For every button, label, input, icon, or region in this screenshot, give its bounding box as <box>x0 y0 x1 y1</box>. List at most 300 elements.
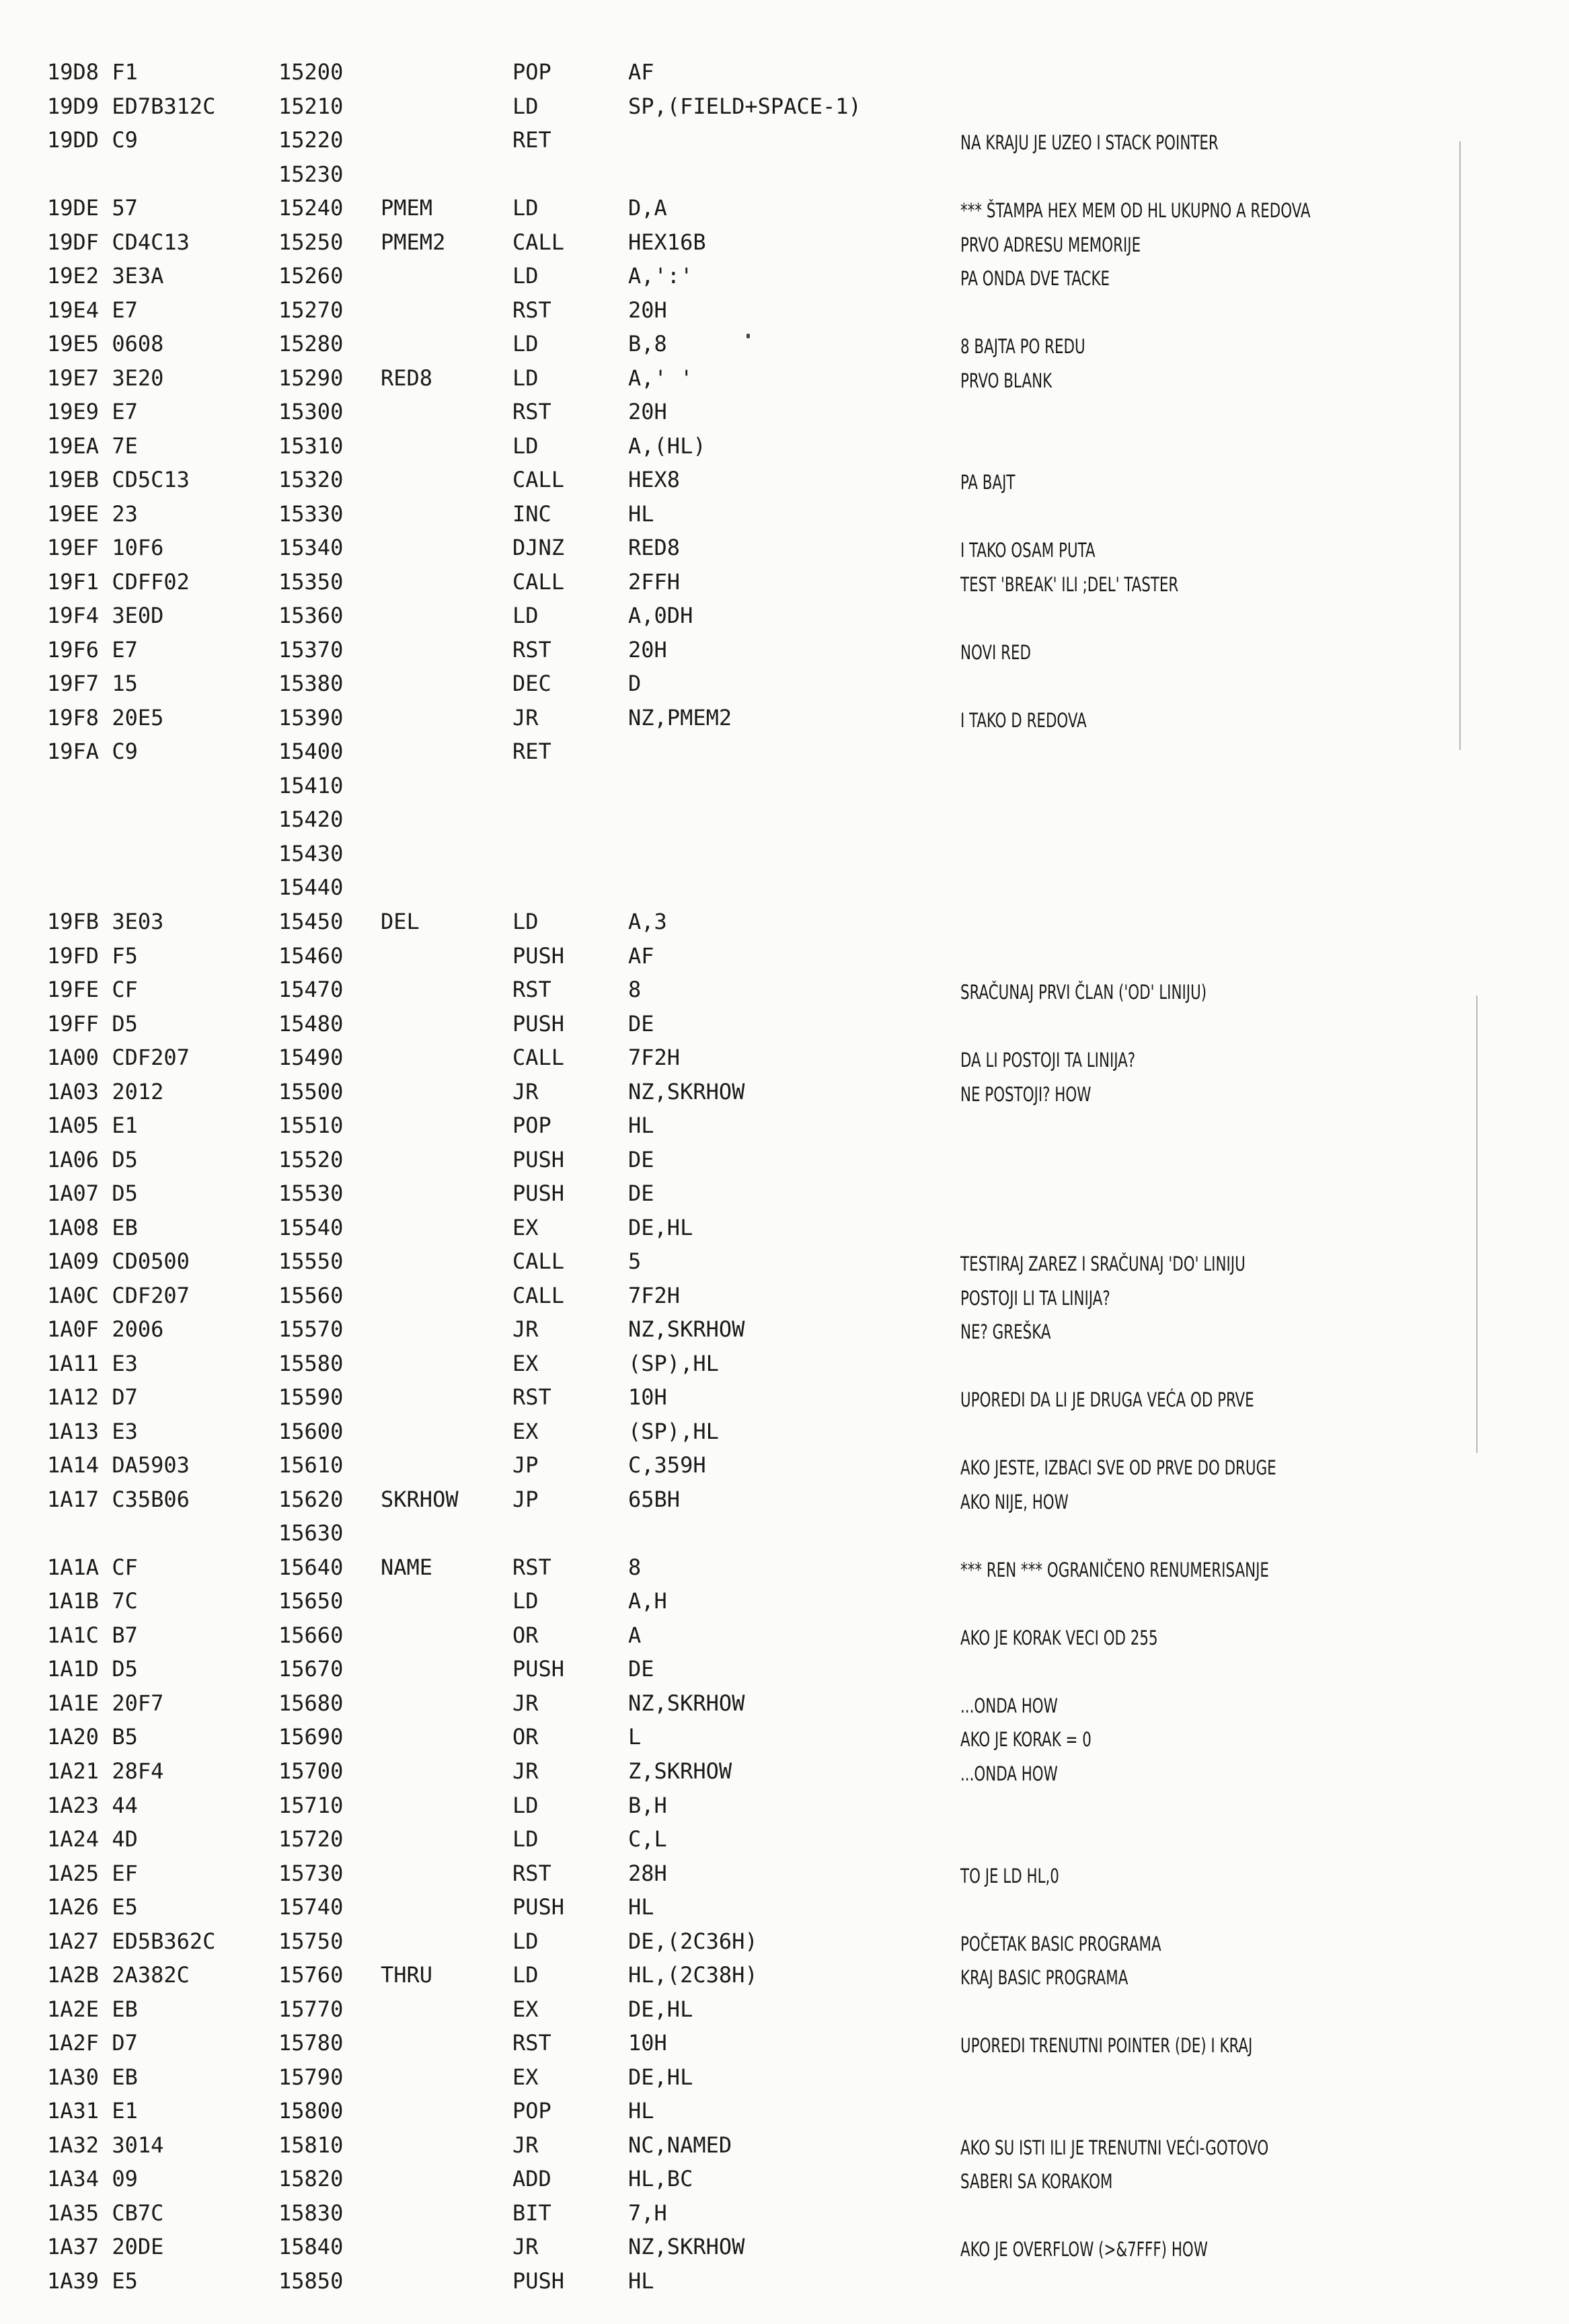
mnemonic: JP <box>512 1452 539 1478</box>
line-number: 15500 <box>278 1079 344 1104</box>
line-number: 15580 <box>278 1351 344 1376</box>
line-number: 15220 <box>278 127 344 153</box>
listing-row <box>0 769 1569 802</box>
line-number: 15290 <box>278 365 344 391</box>
mnemonic: POP <box>512 2098 551 2124</box>
line-number: 15210 <box>278 93 344 119</box>
operand: DE,HL <box>628 2064 693 2090</box>
comment: KRAJ BASIC PROGRAMA <box>960 1966 1128 1989</box>
listing-row <box>0 1380 1569 1414</box>
address-code: 1A11 E3 <box>47 1351 138 1376</box>
listing-row <box>0 1176 1569 1210</box>
listing-row <box>0 1075 1569 1109</box>
listing-row <box>0 89 1569 123</box>
operand: 20H <box>628 637 667 663</box>
operand: 2FFH <box>628 569 681 595</box>
address-code: 19DF CD4C13 <box>47 229 190 255</box>
line-number: 15720 <box>278 1826 344 1852</box>
operand: DE <box>628 1011 654 1037</box>
operand: DE,HL <box>628 1996 693 2022</box>
operand: AF <box>628 59 654 85</box>
line-number: 15460 <box>278 943 344 969</box>
label: PMEM <box>381 195 433 221</box>
listing-row <box>0 667 1569 700</box>
listing-row <box>0 1789 1569 1822</box>
operand: SP,(FIELD+SPACE-1) <box>628 93 862 119</box>
line-number: 15820 <box>278 2166 344 2191</box>
comment: I TAKO OSAM PUTA <box>960 539 1096 562</box>
line-number: 15600 <box>278 1419 344 1444</box>
mnemonic: PUSH <box>512 2268 565 2294</box>
mnemonic: LD <box>512 1962 539 1988</box>
listing-row <box>0 429 1569 463</box>
address-code: 1A1C B7 <box>47 1622 138 1648</box>
operand: C,L <box>628 1826 667 1852</box>
listing-row <box>0 1041 1569 1074</box>
address-code: 1A34 09 <box>47 2166 138 2191</box>
line-number: 15770 <box>278 1996 344 2022</box>
line-number: 15790 <box>278 2064 344 2090</box>
comment: TEST 'BREAK' ILI ;DEL' TASTER <box>960 573 1179 596</box>
line-number: 15440 <box>278 874 344 900</box>
operand: A,0DH <box>628 603 693 628</box>
line-number: 15300 <box>278 399 344 424</box>
operand: NZ,SKRHOW <box>628 2234 745 2259</box>
mnemonic: CALL <box>512 1248 565 1274</box>
comment: NOVI RED <box>960 641 1032 664</box>
address-code: 19EE 23 <box>47 501 138 527</box>
listing-row <box>0 531 1569 564</box>
line-number: 15270 <box>278 297 344 323</box>
listing-row <box>0 1483 1569 1516</box>
operand: 65BH <box>628 1487 681 1512</box>
address-code: 1A24 4D <box>47 1826 138 1852</box>
mnemonic: PUSH <box>512 943 565 969</box>
line-number: 15550 <box>278 1248 344 1274</box>
comment: POSTOJI LI TA LINIJA? <box>960 1287 1110 1310</box>
address-code: 1A13 E3 <box>47 1419 138 1444</box>
line-number: 15780 <box>278 2030 344 2056</box>
mnemonic: RST <box>512 637 551 663</box>
line-number: 15540 <box>278 1215 344 1240</box>
operand: (SP),HL <box>628 1419 719 1444</box>
operand: HL <box>628 1894 654 1920</box>
mnemonic: JR <box>512 1079 539 1104</box>
line-number: 15200 <box>278 59 344 85</box>
listing-row <box>0 1584 1569 1618</box>
address-code: 1A17 C35B06 <box>47 1487 190 1512</box>
mnemonic: JR <box>512 2234 539 2259</box>
operand: HL,BC <box>628 2166 693 2191</box>
address-code: 1A2F D7 <box>47 2030 138 2056</box>
mnemonic: PUSH <box>512 1894 565 1920</box>
mnemonic: LD <box>512 603 539 628</box>
line-number: 15840 <box>278 2234 344 2259</box>
listing-row <box>0 2128 1569 2162</box>
mnemonic: PUSH <box>512 1011 565 1037</box>
comment: POČETAK BASIC PROGRAMA <box>960 1933 1161 1955</box>
mnemonic: LD <box>512 93 539 119</box>
address-code: 1A05 E1 <box>47 1113 138 1138</box>
mnemonic: JR <box>512 705 539 730</box>
operand: HL <box>628 1113 654 1138</box>
listing-row <box>0 2230 1569 2263</box>
mnemonic: LD <box>512 195 539 221</box>
line-number: 15310 <box>278 433 344 459</box>
operand: 20H <box>628 399 667 424</box>
operand: L <box>628 1724 642 1750</box>
comment: DA LI POSTOJI TA LINIJA? <box>960 1049 1136 1072</box>
comment: PRVO ADRESU MEMORIJE <box>960 233 1141 256</box>
mnemonic: BIT <box>512 2200 551 2226</box>
mnemonic: LD <box>512 263 539 289</box>
listing-row <box>0 2060 1569 2094</box>
address-code: 1A1D D5 <box>47 1656 138 1682</box>
line-number: 15620 <box>278 1487 344 1512</box>
listing-row <box>0 1143 1569 1176</box>
address-code: 19FA C9 <box>47 739 138 764</box>
operand: B,H <box>628 1793 667 1818</box>
line-number: 15480 <box>278 1011 344 1037</box>
address-code: 1A1E 20F7 <box>47 1690 164 1716</box>
margin-mark <box>1459 141 1461 750</box>
mnemonic: ADD <box>512 2166 551 2191</box>
line-number: 15610 <box>278 1452 344 1478</box>
address-code: 1A39 E5 <box>47 2268 138 2294</box>
operand: HL <box>628 2268 654 2294</box>
comment: UPOREDI TRENUTNI POINTER (DE) I KRAJ <box>960 2034 1253 2057</box>
mnemonic: EX <box>512 1996 539 2022</box>
mnemonic: OR <box>512 1724 539 1750</box>
address-code: 19EF 10F6 <box>47 535 164 560</box>
operand: A,' ' <box>628 365 693 391</box>
comment: I TAKO D REDOVA <box>960 709 1087 732</box>
line-number: 15470 <box>278 977 344 1002</box>
listing-row <box>0 123 1569 157</box>
listing-row <box>0 1992 1569 2026</box>
listing-row <box>0 1618 1569 1652</box>
line-number: 15230 <box>278 161 344 187</box>
mnemonic: RST <box>512 977 551 1002</box>
mnemonic: DJNZ <box>512 535 565 560</box>
label: RED8 <box>381 365 433 391</box>
address-code: 19DE 57 <box>47 195 138 221</box>
line-number: 15700 <box>278 1758 344 1784</box>
operand: 5 <box>628 1248 642 1274</box>
operand: 8 <box>628 977 642 1002</box>
line-number: 15530 <box>278 1180 344 1206</box>
listing-row <box>0 55 1569 89</box>
mnemonic: LD <box>512 433 539 459</box>
address-code: 19E4 E7 <box>47 297 138 323</box>
listing-row <box>0 2264 1569 2298</box>
address-code: 19D8 F1 <box>47 59 138 85</box>
operand: 7,H <box>628 2200 667 2226</box>
operand: HL <box>628 2098 654 2124</box>
listing-row <box>0 633 1569 667</box>
listing-row <box>0 1415 1569 1448</box>
operand: DE,HL <box>628 1215 693 1240</box>
operand: 7F2H <box>628 1283 681 1308</box>
listing-row <box>0 191 1569 225</box>
line-number: 15560 <box>278 1283 344 1308</box>
operand: HEX8 <box>628 467 681 492</box>
address-code: 1A06 D5 <box>47 1147 138 1172</box>
listing-row <box>0 361 1569 395</box>
line-number: 15510 <box>278 1113 344 1138</box>
mnemonic: LD <box>512 1588 539 1614</box>
mnemonic: INC <box>512 501 551 527</box>
operand: DE <box>628 1180 654 1206</box>
mnemonic: JR <box>512 1316 539 1342</box>
line-number: 15380 <box>278 671 344 696</box>
line-number: 15350 <box>278 569 344 595</box>
address-code: 19E7 3E20 <box>47 365 164 391</box>
address-code: 1A32 3014 <box>47 2132 164 2158</box>
line-number: 15250 <box>278 229 344 255</box>
operand: AF <box>628 943 654 969</box>
address-code: 1A08 EB <box>47 1215 138 1240</box>
address-code: 1A21 28F4 <box>47 1758 164 1784</box>
address-code: 19E2 3E3A <box>47 263 164 289</box>
mnemonic: RST <box>512 1384 551 1410</box>
mnemonic: OR <box>512 1622 539 1648</box>
address-code: 1A26 E5 <box>47 1894 138 1920</box>
line-number: 15340 <box>278 535 344 560</box>
operand: A,(HL) <box>628 433 706 459</box>
listing-row <box>0 327 1569 361</box>
operand: B,8 <box>628 331 667 357</box>
address-code: 19F7 15 <box>47 671 138 696</box>
mnemonic: CALL <box>512 1045 565 1070</box>
mnemonic: POP <box>512 59 551 85</box>
mnemonic: LD <box>512 909 539 934</box>
mnemonic: CALL <box>512 467 565 492</box>
line-number: 15360 <box>278 603 344 628</box>
line-number: 15430 <box>278 841 344 866</box>
address-code: 19FF D5 <box>47 1011 138 1037</box>
comment: AKO NIJE, HOW <box>960 1491 1069 1513</box>
listing-row <box>0 1754 1569 1788</box>
address-code: 19DD C9 <box>47 127 138 153</box>
mnemonic: RET <box>512 739 551 764</box>
line-number: 15850 <box>278 2268 344 2294</box>
line-number: 15690 <box>278 1724 344 1750</box>
mnemonic: PUSH <box>512 1656 565 1682</box>
listing-row <box>0 1279 1569 1312</box>
address-code: 19FB 3E03 <box>47 909 164 934</box>
mnemonic: POP <box>512 1113 551 1138</box>
mnemonic: EX <box>512 1351 539 1376</box>
comment: *** ŠTAMPA HEX MEM OD HL UKUPNO A REDOVA <box>960 199 1311 222</box>
operand: 10H <box>628 2030 667 2056</box>
listing-row <box>0 1007 1569 1041</box>
listing-row <box>0 939 1569 973</box>
listing-row <box>0 1890 1569 1924</box>
address-code: 19EA 7E <box>47 433 138 459</box>
mnemonic: LD <box>512 1826 539 1852</box>
operand: A,H <box>628 1588 667 1614</box>
comment: TO JE LD HL,0 <box>960 1865 1059 1887</box>
address-code: 19FE CF <box>47 977 138 1002</box>
address-code: 1A03 2012 <box>47 1079 164 1104</box>
listing-row <box>0 1448 1569 1482</box>
mnemonic: JR <box>512 2132 539 2158</box>
mnemonic: RET <box>512 127 551 153</box>
operand: A,3 <box>628 909 667 934</box>
address-code: 1A14 DA5903 <box>47 1452 190 1478</box>
address-code: 19D9 ED7B312C <box>47 93 216 119</box>
address-code: 1A1A CF <box>47 1554 138 1580</box>
line-number: 15570 <box>278 1316 344 1342</box>
comment: AKO JE KORAK VECI OD 255 <box>960 1626 1158 1649</box>
listing-row <box>0 1720 1569 1754</box>
line-number: 15370 <box>278 637 344 663</box>
address-code: 1A0C CDF207 <box>47 1283 190 1308</box>
address-code: 1A07 D5 <box>47 1180 138 1206</box>
mnemonic: EX <box>512 2064 539 2090</box>
comment: 8 BAJTA PO REDU <box>960 335 1085 358</box>
listing-row <box>0 1652 1569 1686</box>
listing-row <box>0 1312 1569 1346</box>
listing-row <box>0 1550 1569 1584</box>
operand: DE <box>628 1656 654 1682</box>
comment: *** REN *** OGRANIČENO RENUMERISANJE <box>960 1559 1269 1581</box>
address-code: 1A0F 2006 <box>47 1316 164 1342</box>
listing-row <box>0 157 1569 191</box>
line-number: 15760 <box>278 1962 344 1988</box>
operand: NZ,SKRHOW <box>628 1690 745 1716</box>
address-code: 1A12 D7 <box>47 1384 138 1410</box>
line-number: 15420 <box>278 807 344 832</box>
listing-row <box>0 1109 1569 1142</box>
address-code: 19E9 E7 <box>47 399 138 424</box>
label: DEL <box>381 909 420 934</box>
comment: TESTIRAJ ZAREZ I SRAČUNAJ 'DO' LINIJU <box>960 1252 1246 1275</box>
comment: AKO JESTE, IZBACI SVE OD PRVE DO DRUGE <box>960 1456 1276 1479</box>
listing-row <box>0 1211 1569 1244</box>
comment: ...ONDA HOW <box>960 1762 1058 1785</box>
comment: ...ONDA HOW <box>960 1694 1058 1717</box>
mnemonic: PUSH <box>512 1147 565 1172</box>
comment: PA ONDA DVE TACKE <box>960 267 1110 290</box>
listing-row <box>0 1244 1569 1278</box>
listing-row <box>0 293 1569 327</box>
listing-row <box>0 1958 1569 1992</box>
mnemonic: JR <box>512 1690 539 1716</box>
label: THRU <box>381 1962 433 1988</box>
mnemonic: RST <box>512 297 551 323</box>
address-code: 1A30 EB <box>47 2064 138 2090</box>
address-code: 19F6 E7 <box>47 637 138 663</box>
operand: HL,(2C38H) <box>628 1962 758 1988</box>
address-code: 19FD F5 <box>47 943 138 969</box>
line-number: 15520 <box>278 1147 344 1172</box>
line-number: 15740 <box>278 1894 344 1920</box>
line-number: 15240 <box>278 195 344 221</box>
address-code: 19F4 3E0D <box>47 603 164 628</box>
line-number: 15640 <box>278 1554 344 1580</box>
comment: PRVO BLANK <box>960 369 1053 392</box>
comment: PA BAJT <box>960 471 1016 494</box>
comment: NA KRAJU JE UZEO I STACK POINTER <box>960 131 1219 154</box>
listing-row <box>0 2162 1569 2196</box>
listing-row <box>0 1857 1569 1890</box>
operand: NC,NAMED <box>628 2132 732 2158</box>
line-number: 15810 <box>278 2132 344 2158</box>
address-code: 1A2B 2A382C <box>47 1962 190 1988</box>
line-number: 15320 <box>278 467 344 492</box>
comment: UPOREDI DA LI JE DRUGA VEĆA OD PRVE <box>960 1388 1254 1411</box>
operand: DE <box>628 1147 654 1172</box>
address-code: 1A20 B5 <box>47 1724 138 1750</box>
address-code: 19EB CD5C13 <box>47 467 190 492</box>
line-number: 15730 <box>278 1861 344 1886</box>
listing-row <box>0 2196 1569 2230</box>
listing-row <box>0 905 1569 938</box>
line-number: 15710 <box>278 1793 344 1818</box>
listing-row <box>0 463 1569 496</box>
listing-row <box>0 497 1569 531</box>
line-number: 15590 <box>278 1384 344 1410</box>
operand: NZ,SKRHOW <box>628 1316 745 1342</box>
address-code: 1A09 CD0500 <box>47 1248 190 1274</box>
operand: NZ,SKRHOW <box>628 1079 745 1104</box>
address-code: 1A00 CDF207 <box>47 1045 190 1070</box>
line-number: 15800 <box>278 2098 344 2124</box>
comment: NE? GREŠKA <box>960 1320 1051 1343</box>
listing-row <box>0 2094 1569 2128</box>
comment: SABERI SA KORAKOM <box>960 2170 1113 2193</box>
comment: AKO JE OVERFLOW (>&7FFF) HOW <box>960 2238 1208 2261</box>
listing-row <box>0 837 1569 870</box>
listing-row <box>0 2026 1569 2060</box>
mnemonic: LD <box>512 331 539 357</box>
address-code: 1A25 EF <box>47 1861 138 1886</box>
listing-row <box>0 973 1569 1006</box>
line-number: 15400 <box>278 739 344 764</box>
mnemonic: RST <box>512 2030 551 2056</box>
operand: 20H <box>628 297 667 323</box>
address-code: 1A2E EB <box>47 1996 138 2022</box>
line-number: 15260 <box>278 263 344 289</box>
listing-row <box>0 599 1569 632</box>
line-number: 15280 <box>278 331 344 357</box>
operand: A <box>628 1622 642 1648</box>
mnemonic: CALL <box>512 569 565 595</box>
listing-row <box>0 395 1569 428</box>
operand: HL <box>628 501 654 527</box>
listing-row <box>0 1822 1569 1856</box>
line-number: 15390 <box>278 705 344 730</box>
listing-row <box>0 565 1569 599</box>
address-code: 1A1B 7C <box>47 1588 138 1614</box>
listing-row <box>0 701 1569 735</box>
line-number: 15750 <box>278 1928 344 1954</box>
listing-row <box>0 802 1569 836</box>
operand: D,A <box>628 195 667 221</box>
operand: (SP),HL <box>628 1351 719 1376</box>
mnemonic: LD <box>512 1793 539 1818</box>
operand: 8 <box>628 1554 642 1580</box>
mnemonic: EX <box>512 1215 539 1240</box>
operand: DE,(2C36H) <box>628 1928 758 1954</box>
line-number: 15630 <box>278 1520 344 1546</box>
comment: AKO JE KORAK = 0 <box>960 1728 1092 1751</box>
operand: HEX16B <box>628 229 706 255</box>
address-code: 1A31 E1 <box>47 2098 138 2124</box>
margin-mark <box>1476 996 1478 1453</box>
